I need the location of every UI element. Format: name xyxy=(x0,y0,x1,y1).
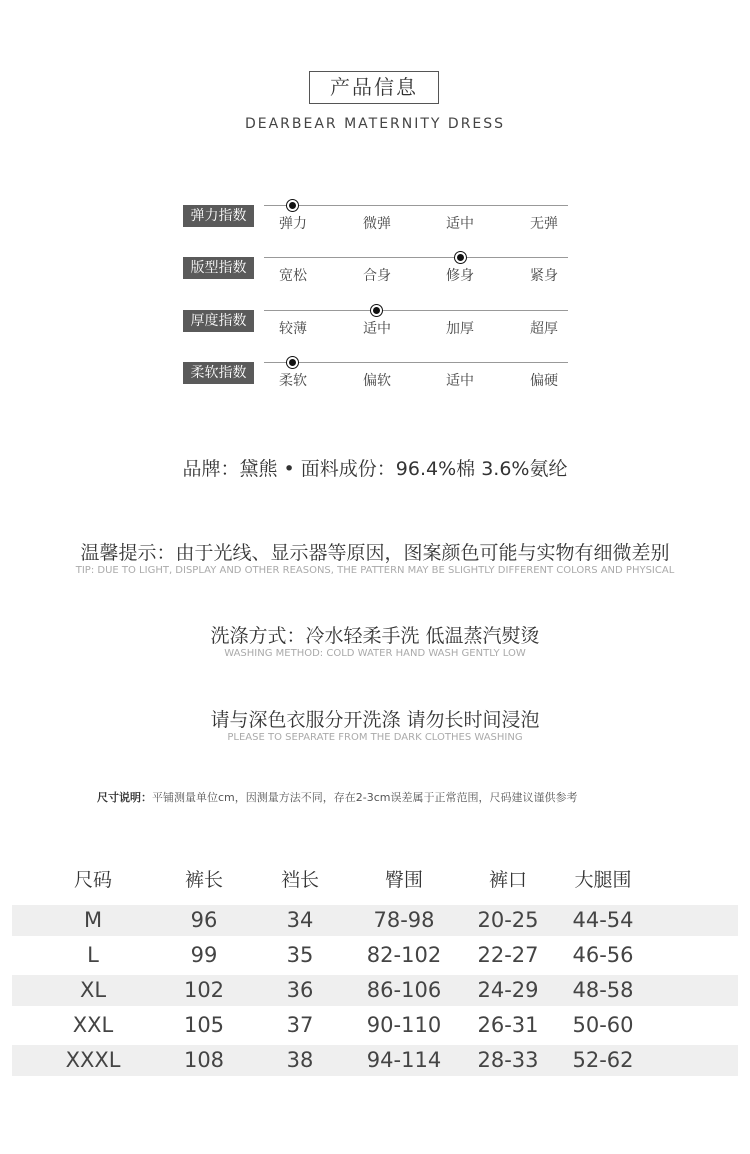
table-cell: 105 xyxy=(183,1013,225,1037)
table-header-cell: 尺码 xyxy=(73,869,112,891)
table-cell: 22-27 xyxy=(477,943,539,967)
table-cell: 82-102 xyxy=(366,943,442,967)
index-option: 超厚 xyxy=(530,321,558,337)
index-option: 偏硬 xyxy=(530,373,558,389)
index-scale-line xyxy=(264,310,568,311)
index-option: 微弹 xyxy=(363,216,391,232)
index-label: 弹力指数 xyxy=(183,205,254,227)
table-cell: 102 xyxy=(183,978,225,1002)
index-option: 适中 xyxy=(446,216,474,232)
note-text-en: PLEASE TO SEPARATE FROM THE DARK CLOTHES WASHING xyxy=(227,732,523,743)
index-option: 紧身 xyxy=(530,268,558,284)
index-option: 适中 xyxy=(363,321,391,337)
table-cell: 44-54 xyxy=(572,908,634,932)
index-label: 厚度指数 xyxy=(183,310,254,332)
note-text-en: TIP: DUE TO LIGHT, DISPLAY AND OTHER REASONS, THE PATTERN MAY BE SLIGHTLY DIFFERENT COLORS AND PHYSICAL xyxy=(75,565,675,576)
table-cell: XL xyxy=(79,978,107,1002)
table-header-cell: 裤口 xyxy=(488,869,527,891)
table-cell: 108 xyxy=(183,1048,225,1072)
index-label: 版型指数 xyxy=(183,257,254,279)
index-option: 修身 xyxy=(446,268,474,284)
index-label: 柔软指数 xyxy=(183,362,254,384)
table-cell: 20-25 xyxy=(477,908,539,932)
table-cell: M xyxy=(83,908,103,932)
index-option: 偏软 xyxy=(363,373,391,389)
note-text-cn: 洗涤方式：冷水轻柔手洗 低温蒸汽熨烫 xyxy=(210,625,540,647)
index-scale-line xyxy=(264,362,568,363)
table-cell: 86-106 xyxy=(366,978,442,1002)
index-option: 合身 xyxy=(363,268,391,284)
table-cell: 50-60 xyxy=(572,1013,634,1037)
table-cell: 35 xyxy=(286,943,314,967)
table-cell: XXXL xyxy=(65,1048,121,1072)
table-cell: 96 xyxy=(190,908,218,932)
table-cell: XXL xyxy=(72,1013,114,1037)
table-cell: 48-58 xyxy=(572,978,634,1002)
table-cell: 34 xyxy=(286,908,314,932)
index-marker-dot xyxy=(287,200,298,211)
index-option: 柔软 xyxy=(279,373,307,389)
table-cell: L xyxy=(87,943,99,967)
table-cell: 26-31 xyxy=(477,1013,539,1037)
index-marker-dot xyxy=(287,357,298,368)
note-text-en: WASHING METHOD: COLD WATER HAND WASH GENTLY LOW xyxy=(224,648,526,659)
table-header-cell: 大腿围 xyxy=(574,869,632,891)
table-cell: 78-98 xyxy=(373,908,435,932)
table-cell: 36 xyxy=(286,978,314,1002)
section-subtitle: DEARBEAR MATERNITY DRESS xyxy=(244,116,506,132)
index-option: 适中 xyxy=(446,373,474,389)
table-cell: 24-29 xyxy=(477,978,539,1002)
size-note-label: 尺寸说明： xyxy=(97,791,152,804)
table-cell: 99 xyxy=(190,943,218,967)
table-cell: 90-110 xyxy=(366,1013,442,1037)
index-option: 无弹 xyxy=(530,216,558,232)
index-marker-dot xyxy=(455,252,466,263)
table-cell: 94-114 xyxy=(366,1048,442,1072)
index-option: 较薄 xyxy=(279,321,307,337)
index-option: 弹力 xyxy=(279,216,307,232)
index-option: 宽松 xyxy=(279,268,307,284)
product-info: 品牌：黛熊 • 面料成份：96.4%棉 3.6%氨纶 xyxy=(182,458,568,480)
table-cell: 38 xyxy=(286,1048,314,1072)
table-cell: 46-56 xyxy=(572,943,634,967)
index-option: 加厚 xyxy=(446,321,474,337)
size-note-text: 平铺测量单位cm，因测量方法不同，存在2-3cm误差属于正常范围，尺码建议谨供参考 xyxy=(152,791,578,804)
table-header-cell: 裤长 xyxy=(184,869,223,891)
index-marker-dot xyxy=(371,305,382,316)
table-header-cell: 裆长 xyxy=(280,869,319,891)
table-cell: 52-62 xyxy=(572,1048,634,1072)
note-text-cn: 温馨提示：由于光线、显示器等原因，图案颜色可能与实物有细微差别 xyxy=(80,542,670,564)
index-scale-line xyxy=(264,257,568,258)
section-title: 产品信息 xyxy=(309,71,439,104)
table-header-cell: 臀围 xyxy=(384,869,423,891)
table-cell: 37 xyxy=(286,1013,314,1037)
table-cell: 28-33 xyxy=(477,1048,539,1072)
note-text-cn: 请与深色衣服分开洗涤 请勿长时间浸泡 xyxy=(210,709,540,731)
index-scale-line xyxy=(264,205,568,206)
size-note xyxy=(97,789,578,805)
